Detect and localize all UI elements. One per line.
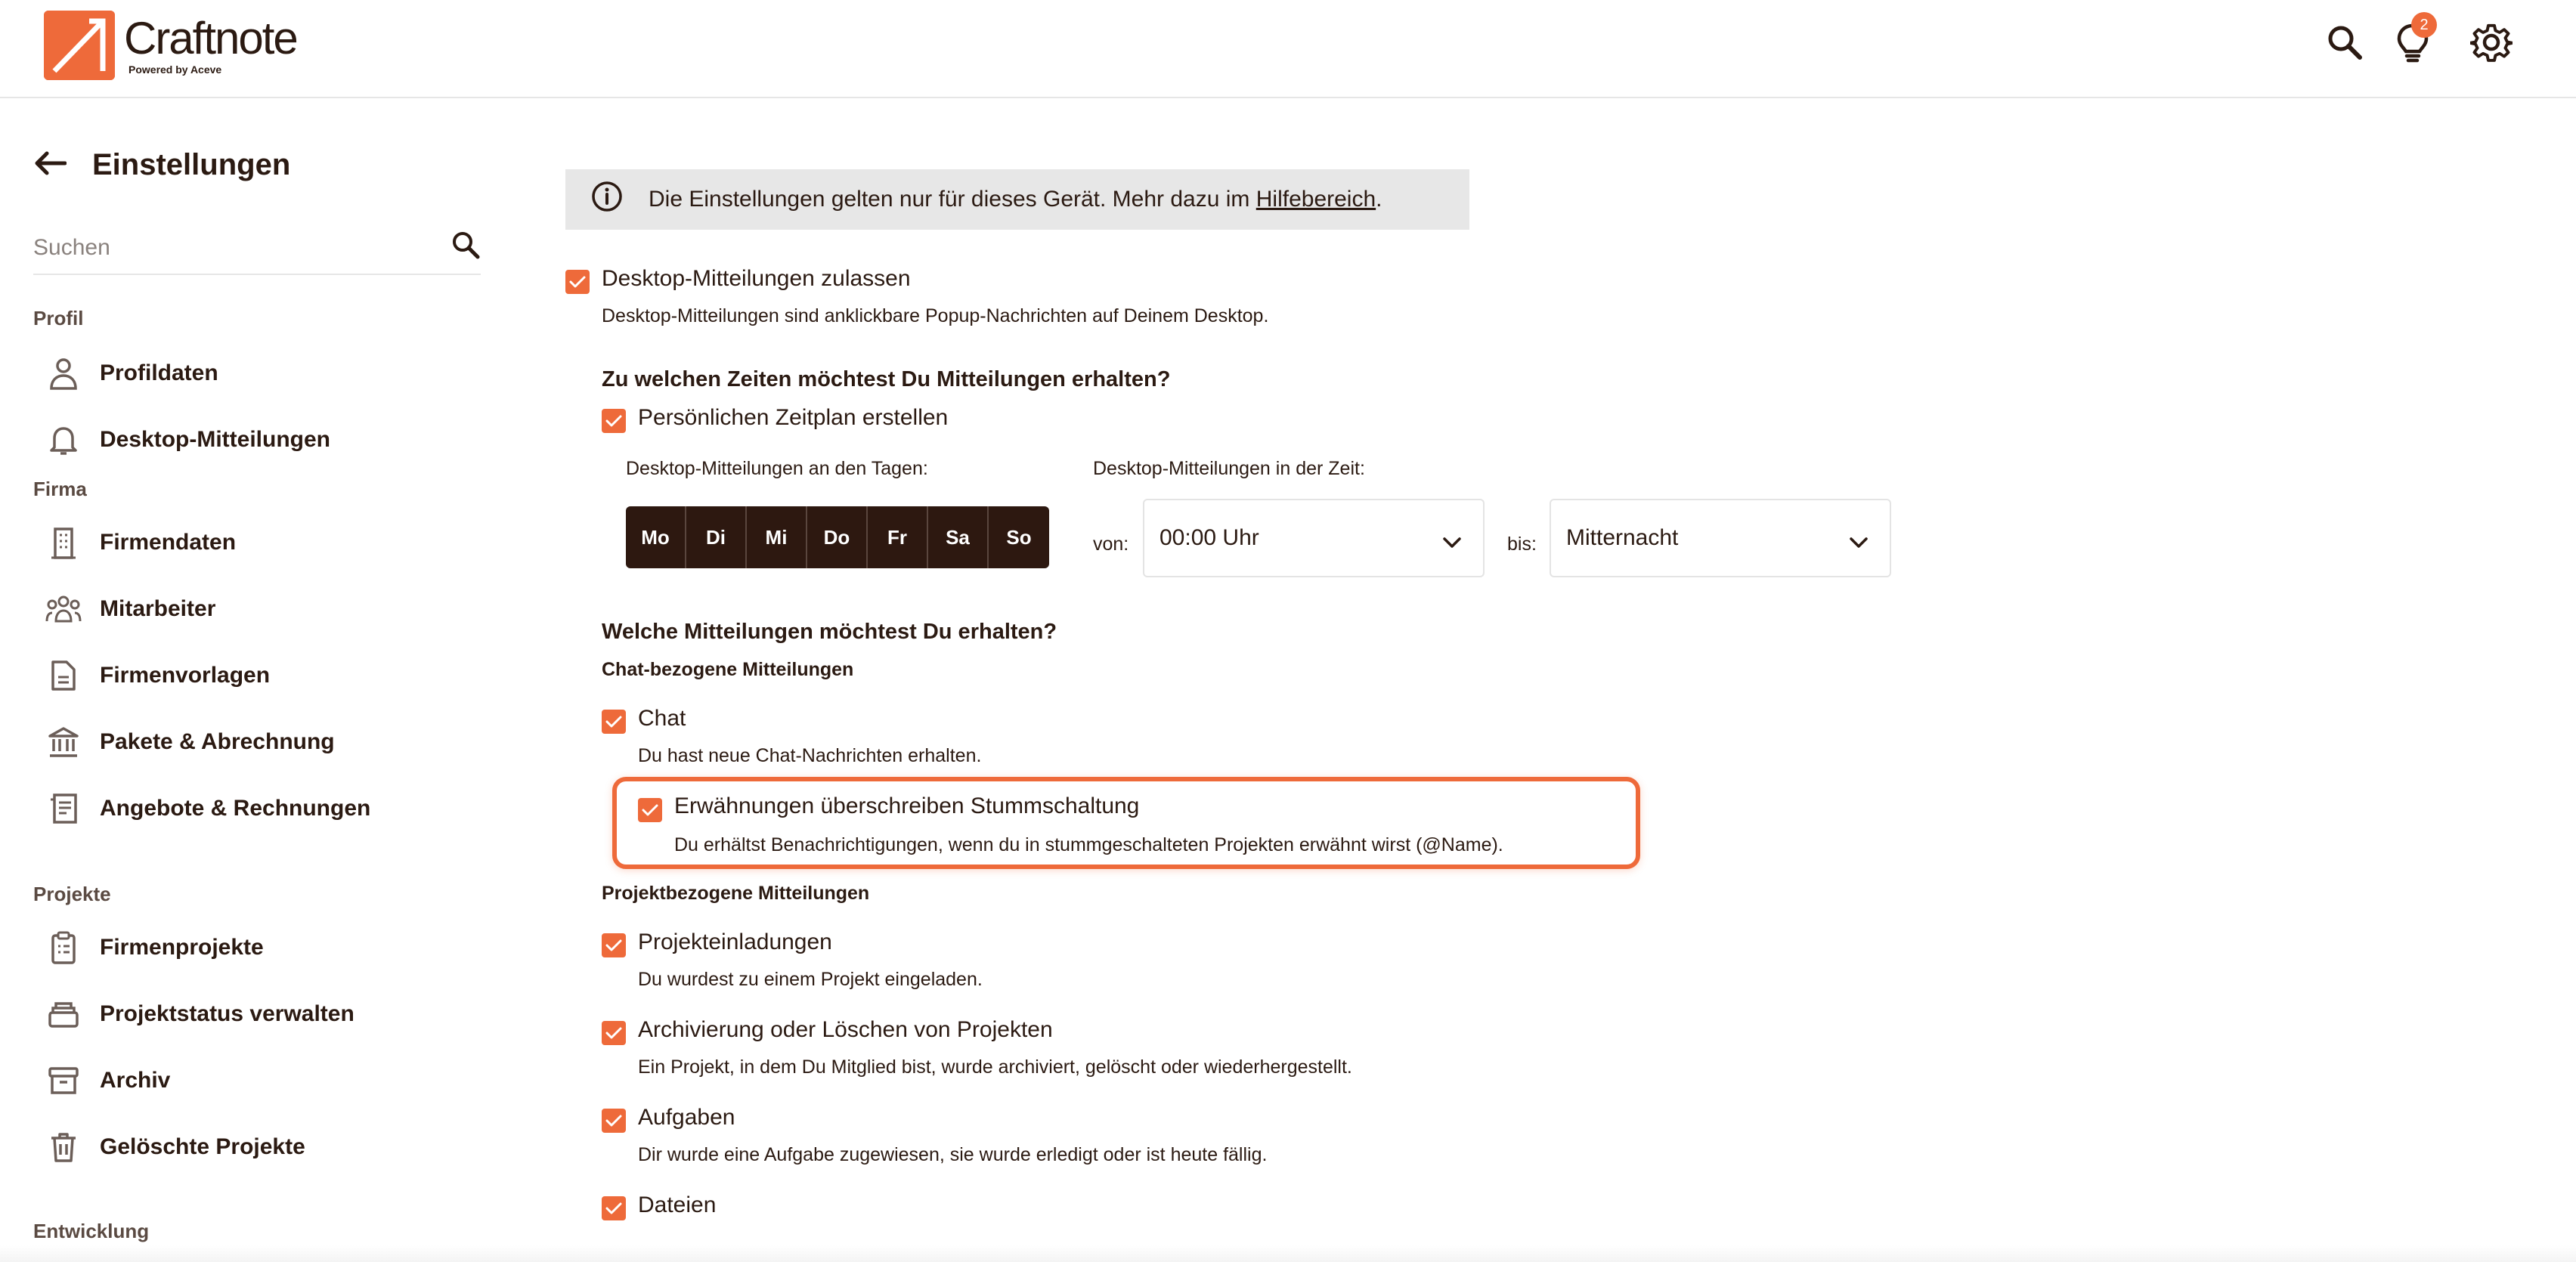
- from-label: von:: [1093, 534, 1129, 555]
- mentions-checkbox[interactable]: [638, 798, 662, 822]
- schedule-checkbox[interactable]: [602, 409, 626, 433]
- gear-icon: [2470, 21, 2513, 63]
- files-label: Dateien: [638, 1192, 717, 1217]
- day-selector: [626, 506, 1049, 568]
- allow-notifications-checkbox[interactable]: [565, 270, 590, 294]
- info-banner: [565, 169, 1469, 230]
- tasks-checkbox[interactable]: [602, 1109, 626, 1133]
- sidebar-item-label: Gelöschte Projekte: [100, 1134, 305, 1159]
- allow-notifications-desc: Desktop-Mitteilungen sind anklickbare Popup-Nachrichten auf Deinem Desktop.: [602, 305, 1269, 326]
- chat-heading: Chat-bezogene Mitteilungen: [602, 659, 854, 680]
- archive-icon: [33, 1066, 94, 1096]
- to-time-select[interactable]: [1550, 499, 1891, 577]
- help-link[interactable]: Hilfebereich: [1255, 187, 1376, 212]
- from-time-select[interactable]: [1143, 499, 1485, 577]
- chevron-down-icon: [1849, 529, 1869, 555]
- sidebar-item-desktop-mitteilungen[interactable]: [33, 411, 487, 469]
- time-label: Desktop-Mitteilungen in der Zeit:: [1093, 458, 1365, 479]
- archive-label: Archivierung oder Löschen von Projekten: [638, 1017, 1053, 1042]
- archive-desc: Ein Projekt, in dem Du Mitglied bist, wurde archiviert, gelöscht oder wiederhergestellt.: [638, 1056, 1352, 1078]
- to-time-value: Mitternacht: [1566, 525, 1679, 550]
- sidebar-item-angebote-rechnungen[interactable]: [33, 780, 487, 837]
- section-entwicklung: Entwicklung: [33, 1220, 150, 1242]
- craftnote-logo[interactable]: [44, 11, 361, 80]
- chat-label: Chat: [638, 706, 686, 731]
- checkmark-icon: [642, 803, 658, 817]
- archive-checkbox[interactable]: [602, 1021, 626, 1045]
- sidebar-item-label: Profildaten: [100, 360, 218, 385]
- times-heading: Zu welchen Zeiten möchtest Du Mitteilungen erhalten?: [602, 367, 1171, 391]
- day-button-mo[interactable]: Mo: [626, 506, 686, 568]
- back-arrow-icon[interactable]: [33, 150, 67, 180]
- section-projekte: Projekte: [33, 883, 111, 905]
- stack-icon: [33, 999, 94, 1029]
- sidebar-item-label: Angebote & Rechnungen: [100, 796, 371, 821]
- day-button-so[interactable]: So: [989, 506, 1049, 568]
- day-button-do[interactable]: Do: [807, 506, 868, 568]
- info-icon: [591, 181, 623, 218]
- settings-sidebar: [0, 100, 499, 1262]
- section-profil: Profil: [33, 307, 84, 329]
- invites-desc: Du wurdest zu einem Projekt eingeladen.: [638, 969, 983, 990]
- bell-icon: [33, 423, 94, 456]
- day-button-mi[interactable]: Mi: [747, 506, 807, 568]
- chat-checkbox[interactable]: [602, 710, 626, 734]
- sidebar-search: [33, 222, 481, 275]
- checkmark-icon: [605, 939, 622, 952]
- people-icon: [33, 594, 94, 624]
- settings-button[interactable]: [2469, 20, 2514, 65]
- invites-checkbox[interactable]: [602, 933, 626, 957]
- search-icon: [2325, 23, 2364, 62]
- tasks-desc: Dir wurde eine Aufgabe zugewiesen, sie wurde erledigt oder ist heute fällig.: [638, 1144, 1268, 1165]
- section-firma: Firma: [33, 478, 87, 500]
- sidebar-item-mitarbeiter[interactable]: [33, 580, 487, 638]
- checkmark-icon: [605, 414, 622, 428]
- building-icon: [33, 526, 94, 559]
- logo-text: Craftnote: [124, 13, 297, 63]
- project-heading: Projektbezogene Mitteilungen: [602, 883, 870, 904]
- notification-badge: 2: [2411, 12, 2437, 38]
- invites-label: Projekteinladungen: [638, 929, 832, 954]
- logo-subtitle: Powered by Aceve: [128, 63, 222, 76]
- search-icon[interactable]: [450, 230, 481, 264]
- sidebar-item-label: Firmenprojekte: [100, 935, 264, 960]
- header-search-button[interactable]: [2322, 20, 2367, 65]
- checkmark-icon: [605, 1202, 622, 1215]
- schedule-label: Persönlichen Zeitplan erstellen: [638, 405, 949, 430]
- sidebar-item-label: Archiv: [100, 1068, 171, 1093]
- search-input[interactable]: [33, 233, 411, 263]
- chat-desc: Du hast neue Chat-Nachrichten erhalten.: [638, 745, 982, 766]
- from-time-value: 00:00 Uhr: [1160, 525, 1259, 550]
- receipt-icon: [33, 792, 94, 825]
- trash-icon: [33, 1131, 94, 1164]
- sidebar-item-firmenprojekte[interactable]: [33, 919, 487, 976]
- days-label: Desktop-Mitteilungen an den Tagen:: [626, 458, 928, 479]
- sidebar-item-firmendaten[interactable]: [33, 514, 487, 571]
- sidebar-item-label: Mitarbeiter: [100, 596, 216, 621]
- mentions-label: Erwähnungen überschreiben Stummschaltung: [674, 793, 1140, 818]
- checkmark-icon: [605, 1114, 622, 1127]
- bottom-edge: [0, 1245, 2576, 1262]
- info-text: Die Einstellungen gelten nur für dieses Gerät. Mehr dazu im Hilfebereich.: [649, 187, 1382, 212]
- logo-mark-icon: [44, 11, 115, 80]
- day-button-di[interactable]: Di: [686, 506, 747, 568]
- which-heading: Welche Mitteilungen möchtest Du erhalten?: [602, 620, 1057, 644]
- document-icon: [33, 659, 94, 692]
- notifications-button[interactable]: [2390, 16, 2435, 65]
- sidebar-item-profildaten[interactable]: [33, 345, 487, 402]
- sidebar-item-projektstatus-verwalten[interactable]: [33, 985, 487, 1043]
- sidebar-item-label: Projektstatus verwalten: [100, 1001, 355, 1026]
- clipboard-icon: [33, 931, 94, 964]
- chevron-down-icon: [1442, 529, 1462, 555]
- sidebar-item-pakete-abrechnung[interactable]: [33, 713, 487, 771]
- app-header: [0, 0, 2576, 98]
- page-title: Einstellungen: [92, 148, 291, 181]
- checkmark-icon: [605, 1026, 622, 1040]
- sidebar-item-firmenvorlagen[interactable]: [33, 647, 487, 704]
- checkmark-icon: [569, 275, 586, 289]
- sidebar-item-label: Firmendaten: [100, 530, 237, 555]
- mentions-desc: Du erhältst Benachrichtigungen, wenn du in stummgeschalteten Projekten erwähnt wirst (@Name).: [674, 834, 1503, 855]
- sidebar-item-archiv[interactable]: [33, 1052, 487, 1109]
- files-checkbox[interactable]: [602, 1196, 626, 1220]
- person-icon: [33, 357, 94, 390]
- sidebar-item-geloeschte-projekte[interactable]: [33, 1118, 487, 1176]
- day-button-fr[interactable]: Fr: [868, 506, 928, 568]
- sidebar-item-label: Pakete & Abrechnung: [100, 729, 335, 754]
- tasks-label: Aufgaben: [638, 1105, 735, 1130]
- sidebar-item-label: Desktop-Mitteilungen: [100, 427, 330, 452]
- bank-icon: [33, 725, 94, 759]
- sidebar-item-label: Firmenvorlagen: [100, 663, 271, 688]
- allow-notifications-label: Desktop-Mitteilungen zulassen: [602, 266, 911, 291]
- sidebar-header: [33, 148, 290, 182]
- to-label: bis:: [1507, 534, 1537, 555]
- day-button-sa[interactable]: Sa: [928, 506, 989, 568]
- checkmark-icon: [605, 715, 622, 728]
